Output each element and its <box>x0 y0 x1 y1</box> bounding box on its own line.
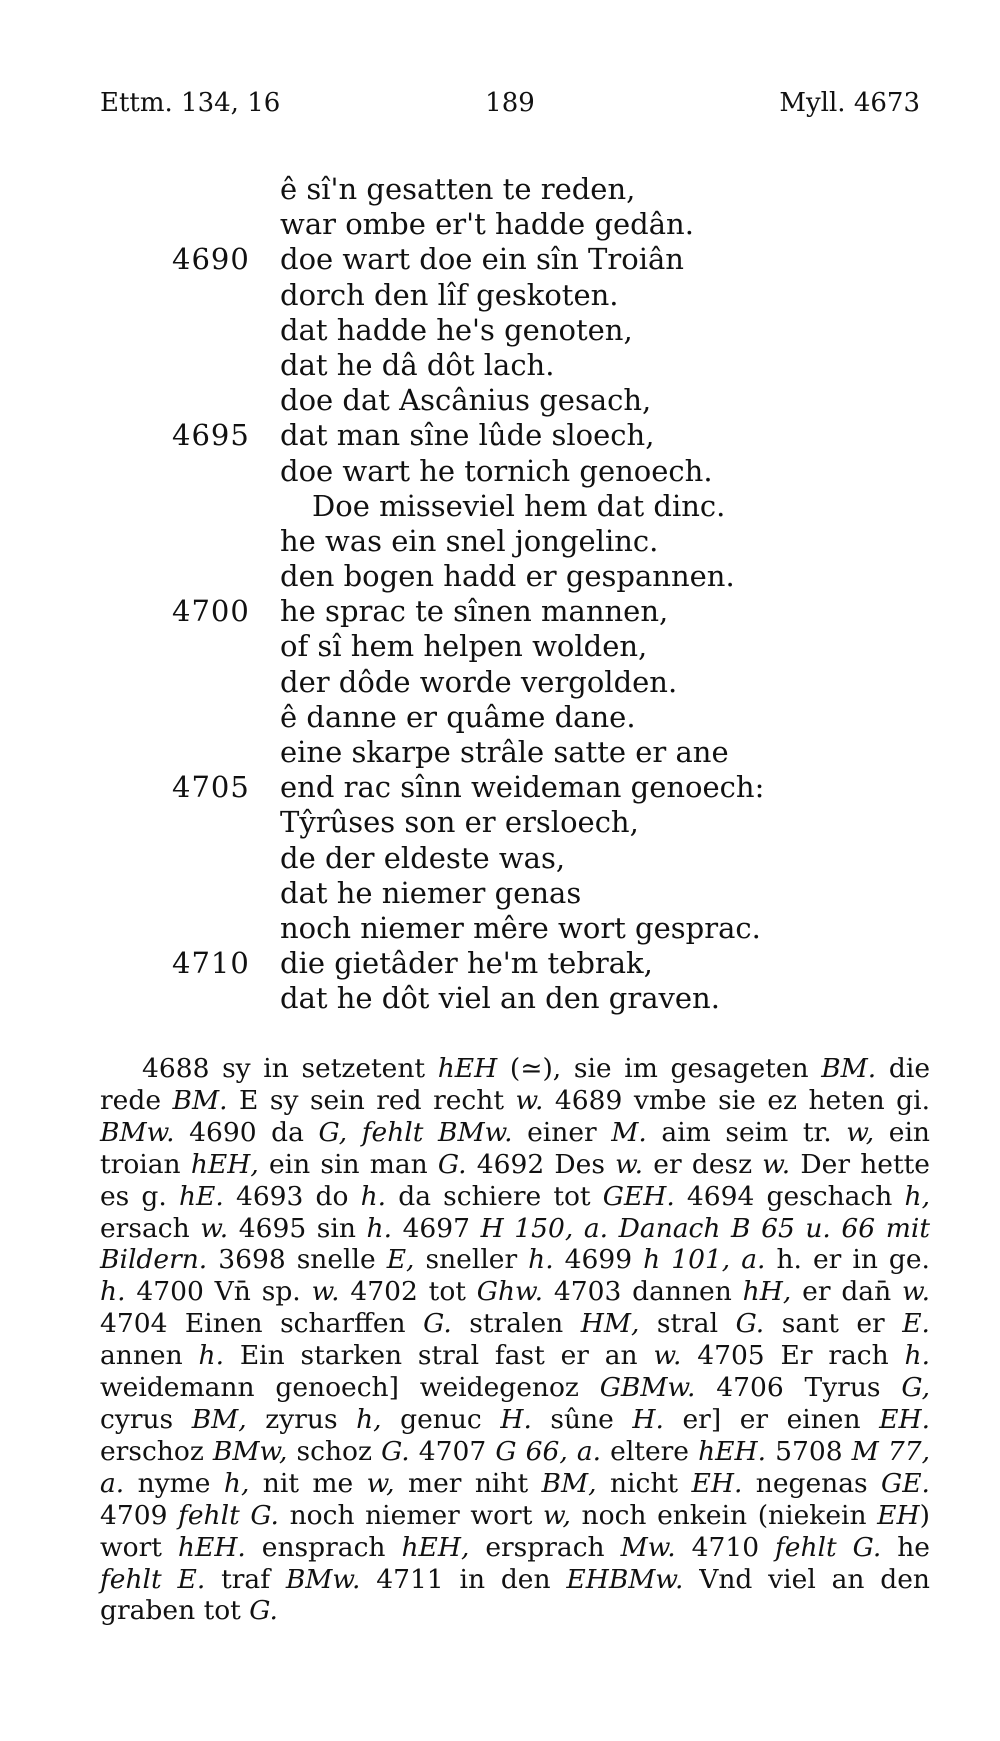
verse-text: der dôde worde vergolden. <box>280 664 678 699</box>
apparatus-siglum: w. <box>762 1148 791 1180</box>
apparatus-siglum: Mw. <box>620 1531 676 1563</box>
apparatus-text: mer niht <box>394 1467 542 1499</box>
apparatus-siglum: h, <box>904 1180 930 1212</box>
apparatus-siglum: hEH, <box>190 1148 259 1180</box>
verse-line <box>100 559 900 594</box>
apparatus-siglum: E, <box>386 1244 415 1276</box>
apparatus-text: Vnd viel an den graben tot <box>100 1563 930 1627</box>
apparatus-siglum: hEH. <box>698 1435 767 1467</box>
verse-line <box>100 348 900 383</box>
apparatus-siglum: h 101, a. <box>643 1244 766 1276</box>
apparatus-siglum: fehlt G. <box>178 1499 279 1531</box>
verse-line <box>100 172 900 207</box>
apparatus-siglum: fehlt E. <box>100 1563 206 1595</box>
header-right-reference: Myll. 4673 <box>779 88 920 118</box>
apparatus-siglum: w, <box>846 1116 875 1148</box>
apparatus-siglum: EH <box>877 1499 920 1531</box>
apparatus-siglum: BM, <box>541 1467 597 1499</box>
apparatus-siglum: hEH <box>437 1053 498 1084</box>
apparatus-siglum: fehlt G. <box>775 1531 882 1563</box>
apparatus-siglum: hE. <box>178 1180 224 1212</box>
apparatus-siglum: Ghw. <box>476 1276 543 1308</box>
verse-text: doe wart doe ein sîn Troiân <box>280 242 684 277</box>
apparatus-text: 4702 tot <box>339 1276 477 1308</box>
apparatus-text: 4690 da <box>174 1116 319 1148</box>
apparatus-siglum: G. <box>381 1435 410 1467</box>
apparatus-text: ein sin man <box>258 1148 438 1180</box>
apparatus-text: 4694 geschach <box>674 1180 905 1212</box>
apparatus-siglum: G. <box>249 1595 278 1627</box>
verse-line <box>100 242 900 277</box>
apparatus-text: ersach <box>100 1212 201 1244</box>
apparatus-text: 4711 in den <box>360 1563 567 1595</box>
apparatus-siglum: G. <box>735 1308 765 1340</box>
running-header <box>100 88 920 128</box>
apparatus-text: 4688 sy in setzetent <box>142 1053 438 1084</box>
apparatus-text: E sy sein red recht <box>227 1084 516 1116</box>
apparatus-text: sneller <box>414 1244 529 1276</box>
apparatus-siglum: G. <box>437 1148 467 1180</box>
apparatus-text: eltere <box>601 1435 699 1467</box>
verse-number: 4695 <box>172 418 250 453</box>
apparatus-text: nit me <box>249 1467 367 1499</box>
apparatus-siglum: BM. <box>172 1084 228 1116</box>
apparatus-text: 4710 <box>675 1531 775 1563</box>
verse-line <box>100 700 900 735</box>
apparatus-siglum: h, <box>223 1467 250 1499</box>
apparatus-text: 4697 <box>392 1212 481 1244</box>
verse-text: dat hadde he's genoten, <box>280 312 633 347</box>
apparatus-paragraph <box>100 1053 930 1627</box>
apparatus-text: cyrus <box>100 1403 192 1435</box>
apparatus-text: ersprach <box>469 1531 621 1563</box>
apparatus-text: nyme <box>124 1467 224 1499</box>
verse-line <box>100 594 900 629</box>
verse-line <box>100 418 900 453</box>
verse-text: war ombe er't hadde gedân. <box>280 207 694 242</box>
apparatus-text: weidemann genoech] weidegenoz <box>100 1372 600 1404</box>
apparatus-text: 4699 <box>553 1244 644 1276</box>
apparatus-siglum: GEH. <box>602 1180 675 1212</box>
apparatus-siglum: H. <box>500 1403 532 1435</box>
apparatus-text: ensprach <box>245 1531 402 1563</box>
apparatus-text: stral <box>639 1308 736 1340</box>
apparatus-text: (≃), sie im gesageten <box>497 1053 822 1084</box>
apparatus-siglum: h, <box>356 1403 382 1435</box>
apparatus-siglum: HM, <box>580 1308 640 1340</box>
apparatus-siglum: h. <box>100 1276 126 1308</box>
apparatus-siglum: H 150, a. Danach B 65 u. 66 mit Bildern. <box>100 1212 930 1276</box>
apparatus-text: zyrus <box>246 1403 357 1435</box>
apparatus-text: er desz <box>643 1148 763 1180</box>
verse-number: 4710 <box>172 946 250 981</box>
critical-apparatus <box>100 1053 930 1627</box>
apparatus-text: er] er einen <box>663 1403 880 1435</box>
apparatus-siglum: BM. <box>821 1053 877 1084</box>
apparatus-text: Der hette es g. <box>100 1148 930 1212</box>
apparatus-text: 4693 do <box>223 1180 361 1212</box>
header-left-reference: Ettm. 134, 16 <box>100 88 281 118</box>
apparatus-text: annen <box>100 1340 199 1372</box>
verse-text: die gietâder he'm tebrak, <box>280 946 653 981</box>
apparatus-text: 4706 Tyrus <box>695 1372 902 1404</box>
verse-line <box>100 665 900 700</box>
apparatus-siglum: BMw. <box>100 1116 175 1148</box>
apparatus-siglum: H. <box>632 1403 664 1435</box>
apparatus-text: h. er in ge. <box>765 1244 930 1276</box>
verse-text: Tŷrûses son er ersloech, <box>280 805 639 840</box>
apparatus-text: ein troian <box>100 1116 930 1180</box>
verse-line <box>100 383 900 418</box>
apparatus-siglum: hEH, <box>401 1531 470 1563</box>
verse-text: ê danne er quâme dane. <box>280 699 636 734</box>
verse-block <box>100 172 900 1017</box>
apparatus-text: 4709 <box>100 1499 179 1531</box>
apparatus-siglum: w, <box>366 1467 395 1499</box>
verse-line <box>100 911 900 946</box>
verse-line <box>100 313 900 348</box>
verse-text: ê sî'n gesatten te reden, <box>280 172 636 206</box>
apparatus-text: sûne <box>531 1403 633 1435</box>
apparatus-siglum: G, <box>901 1372 930 1404</box>
apparatus-siglum: G, fehlt BMw. <box>318 1116 513 1148</box>
apparatus-siglum: hH, <box>742 1276 792 1308</box>
apparatus-text: stralen <box>451 1308 581 1340</box>
apparatus-siglum: h. <box>198 1340 225 1372</box>
apparatus-siglum: EH. <box>879 1403 930 1435</box>
apparatus-text: aim seim tr. <box>646 1116 847 1148</box>
verse-number: 4690 <box>172 242 250 277</box>
apparatus-text: erschoz <box>100 1435 213 1467</box>
apparatus-siglum: w. <box>200 1212 229 1244</box>
apparatus-text: noch enkein (niekein <box>570 1499 878 1531</box>
apparatus-siglum: BMw. <box>285 1563 361 1595</box>
verse-text: dorch den lîf geskoten. <box>280 277 619 312</box>
apparatus-siglum: E. <box>902 1308 930 1340</box>
apparatus-text: da schiere tot <box>386 1180 603 1212</box>
apparatus-text: nicht <box>596 1467 692 1499</box>
verse-line <box>100 524 900 559</box>
verse-line <box>100 454 900 489</box>
verse-text: dat he dâ dôt lach. <box>280 347 555 382</box>
verse-line <box>100 981 900 1016</box>
apparatus-text: 3698 snelle <box>207 1244 387 1276</box>
verse-line <box>100 207 900 242</box>
verse-text: de der eldeste was, <box>280 840 566 875</box>
apparatus-siglum: w. <box>515 1084 544 1116</box>
verse-line <box>100 735 900 770</box>
apparatus-siglum: EH. <box>691 1467 743 1499</box>
verse-text: end rac sînn weideman genoech: <box>280 770 765 805</box>
apparatus-text: ) wort <box>100 1499 930 1563</box>
apparatus-text: 4695 sin <box>228 1212 367 1244</box>
apparatus-siglum: GBMw. <box>599 1372 696 1404</box>
apparatus-text: einer <box>512 1116 612 1148</box>
verse-line <box>100 946 900 981</box>
apparatus-siglum: EHBMw. <box>566 1563 684 1595</box>
apparatus-siglum: M 77, a. <box>100 1435 931 1499</box>
verse-text: dat man sîne lûde sloech, <box>280 418 655 453</box>
verse-text: noch niemer mêre wort gesprac. <box>280 910 761 945</box>
apparatus-siglum: h. <box>366 1212 392 1244</box>
apparatus-text: noch niemer wort <box>278 1499 543 1531</box>
apparatus-siglum: BMw, <box>212 1435 288 1467</box>
verse-line <box>100 629 900 664</box>
verse-text: he sprac te sînen mannen, <box>280 594 669 629</box>
verse-text: den bogen hadd er gespannen. <box>280 559 735 594</box>
verse-text: dat he dôt viel an den graven. <box>280 981 720 1016</box>
verse-text: Doe misseviel hem dat dinc. <box>312 488 726 523</box>
apparatus-text: 4689 vmbe sie ez heten gi. <box>543 1084 930 1116</box>
verse-text: dat he niemer genas <box>280 875 582 910</box>
apparatus-text: 4700 Vn̄ sp. <box>125 1276 312 1308</box>
apparatus-siglum: w, <box>542 1499 571 1531</box>
apparatus-text: traf <box>205 1563 286 1595</box>
verse-line <box>100 278 900 313</box>
apparatus-siglum: BM, <box>191 1403 247 1435</box>
apparatus-siglum: G. <box>423 1308 452 1340</box>
verse-text: doe wart he tornich genoech. <box>280 453 713 488</box>
apparatus-text: die rede <box>100 1053 931 1116</box>
apparatus-siglum: GE. <box>881 1467 930 1499</box>
apparatus-siglum: w. <box>902 1276 931 1308</box>
apparatus-text: 4705 Er rach <box>681 1340 905 1372</box>
verse-line <box>100 489 900 524</box>
verse-text: doe dat Ascânius gesach, <box>280 383 652 418</box>
apparatus-text: 4692 Des <box>466 1148 616 1180</box>
apparatus-text: 4703 dannen <box>543 1276 743 1308</box>
apparatus-text: Ein starken stral fast er an <box>224 1340 654 1372</box>
verse-number: 4705 <box>172 770 250 805</box>
apparatus-siglum: w. <box>653 1340 682 1372</box>
verse-line <box>100 770 900 805</box>
verse-text: he was ein snel jongelinc. <box>280 523 659 558</box>
apparatus-text: he <box>881 1531 930 1563</box>
verse-line <box>100 841 900 876</box>
apparatus-siglum: w. <box>311 1276 340 1308</box>
verse-text: eine skarpe strâle satte er ane <box>280 735 729 769</box>
apparatus-text: negenas <box>742 1467 882 1499</box>
apparatus-siglum: G 66, a. <box>495 1435 602 1467</box>
apparatus-siglum: h. <box>360 1180 387 1212</box>
apparatus-text: er dan̄ <box>791 1276 903 1308</box>
apparatus-siglum: hEH. <box>177 1531 246 1563</box>
apparatus-text: 5708 <box>766 1435 852 1467</box>
verse-line <box>100 805 900 840</box>
apparatus-siglum: h. <box>904 1340 931 1372</box>
apparatus-text: 4704 Einen scharffen <box>100 1308 424 1340</box>
apparatus-siglum: M. <box>611 1116 647 1148</box>
verse-text: of sî hem helpen wolden, <box>280 629 648 664</box>
apparatus-text: genuc <box>381 1403 501 1435</box>
verse-number: 4700 <box>172 594 250 629</box>
apparatus-text: 4707 <box>409 1435 496 1467</box>
page-number: 189 <box>485 88 535 118</box>
apparatus-text: schoz <box>287 1435 382 1467</box>
apparatus-siglum: w. <box>615 1148 644 1180</box>
apparatus-text: sant er <box>764 1308 903 1340</box>
apparatus-siglum: h. <box>528 1244 554 1276</box>
verse-line <box>100 876 900 911</box>
